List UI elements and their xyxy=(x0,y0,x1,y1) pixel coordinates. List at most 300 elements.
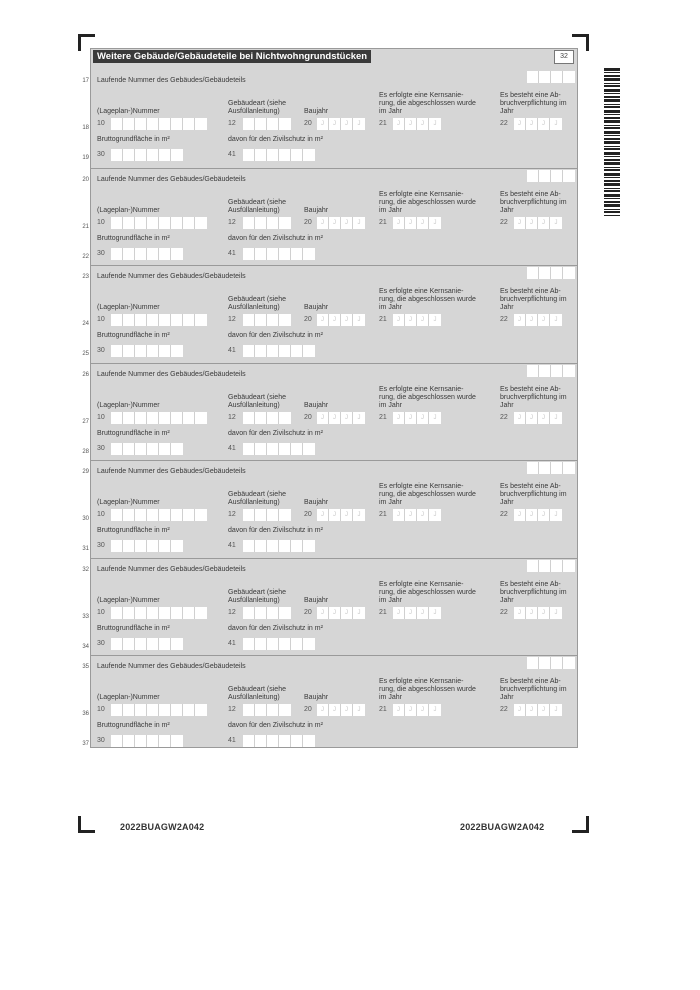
zivilschutz-field-cell[interactable] xyxy=(267,540,279,552)
zivilschutz-field-cell[interactable] xyxy=(303,149,315,161)
laufende-nummer-field-cell[interactable] xyxy=(551,657,563,669)
building-entry xyxy=(82,558,577,655)
abbruch-field-cell[interactable]: J xyxy=(550,412,562,424)
zivilschutz-field-cell[interactable] xyxy=(291,638,303,650)
kernsanierung-field-cell[interactable]: J xyxy=(429,118,441,130)
laufende-nummer-field-cell[interactable] xyxy=(539,170,551,182)
bruttogrundflaeche-field-cell[interactable] xyxy=(135,345,147,357)
barcode-bar xyxy=(604,78,620,81)
lageplan-nummer-field-cell[interactable] xyxy=(183,118,195,130)
zivilschutz-field-cell[interactable] xyxy=(255,149,267,161)
lageplan-nummer-field-cell[interactable] xyxy=(171,314,183,326)
abbruch-label: Es besteht eine Ab- bruchverpflichtung im Jahr xyxy=(500,92,567,115)
laufende-nummer-field-cell[interactable] xyxy=(551,365,563,377)
abbruch-field-cell[interactable]: J xyxy=(526,607,538,619)
lageplan-nummer-field-cell[interactable] xyxy=(123,217,135,229)
zivilschutz-field-cell[interactable] xyxy=(267,443,279,455)
kernsanierung-field-cell[interactable]: J xyxy=(417,412,429,424)
baujahr-field-cell[interactable]: J xyxy=(341,607,353,619)
zivilschutz-field-cell[interactable] xyxy=(255,540,267,552)
abbruch-field-cell[interactable]: J xyxy=(538,314,550,326)
gebaeudeart-field-cell[interactable] xyxy=(279,704,291,716)
gebaeudeart-field-cell[interactable] xyxy=(255,607,267,619)
lageplan-nummer-field-cell[interactable] xyxy=(111,314,123,326)
laufende-nummer-field-cell[interactable] xyxy=(563,170,575,182)
laufende-nummer-field-cell[interactable] xyxy=(551,170,563,182)
row-number: 23 xyxy=(82,274,89,280)
kernsanierung-field-cell[interactable]: J xyxy=(429,314,441,326)
lageplan-nummer-field-cell[interactable] xyxy=(147,509,159,521)
zivilschutz-field-cell[interactable] xyxy=(243,149,255,161)
laufende-nummer-field-cell[interactable] xyxy=(563,560,575,572)
lageplan-nummer-field-cell[interactable] xyxy=(123,704,135,716)
laufende-nummer-field-cell[interactable] xyxy=(539,365,551,377)
abbruch-field-cell[interactable]: J xyxy=(538,118,550,130)
bruttogrundflaeche-field-cell[interactable] xyxy=(171,638,183,650)
zivilschutz-field-cell[interactable] xyxy=(255,735,267,747)
laufende-nummer-field-cell[interactable] xyxy=(551,462,563,474)
zivilschutz-field-cell[interactable] xyxy=(279,345,291,357)
baujahr-field-cell[interactable]: J xyxy=(329,314,341,326)
gebaeudeart-field-cell[interactable] xyxy=(267,704,279,716)
abbruch-field-cell[interactable]: J xyxy=(550,607,562,619)
lageplan-nummer-field-cell[interactable] xyxy=(159,217,171,229)
gebaeudeart-field-cell[interactable] xyxy=(279,509,291,521)
lageplan-nummer-field-cell[interactable] xyxy=(123,607,135,619)
lageplan-nummer-field-cell[interactable] xyxy=(195,217,207,229)
bruttogrundflaeche-field-cell[interactable] xyxy=(159,735,171,747)
bruttogrundflaeche-field-cell[interactable] xyxy=(111,540,123,552)
baujahr-field-cell[interactable]: J xyxy=(317,314,329,326)
zivilschutz-field-cell[interactable] xyxy=(303,443,315,455)
gebaeudeart-field-cell[interactable] xyxy=(255,118,267,130)
zivilschutz-field-cell[interactable] xyxy=(291,248,303,260)
lageplan-nummer-field-cell[interactable] xyxy=(111,412,123,424)
kernsanierung-field-cell[interactable]: J xyxy=(405,314,417,326)
bruttogrundflaeche-field-cell[interactable] xyxy=(147,443,159,455)
kernsanierung-field-cell[interactable]: J xyxy=(393,314,405,326)
gebaeudeart-field-cell[interactable] xyxy=(279,607,291,619)
lageplan-nummer-field-cell[interactable] xyxy=(123,412,135,424)
bruttogrundflaeche-field-cell[interactable] xyxy=(135,638,147,650)
kernsanierung-field-cell[interactable]: J xyxy=(393,217,405,229)
lageplan-nummer-field-cell[interactable] xyxy=(195,118,207,130)
lageplan-nummer-field-cell[interactable] xyxy=(135,118,147,130)
bruttogrundflaeche-field-cell[interactable] xyxy=(159,638,171,650)
gebaeudeart-field-cell[interactable] xyxy=(267,314,279,326)
zivilschutz-field-cell[interactable] xyxy=(291,345,303,357)
zivilschutz-field-cell[interactable] xyxy=(303,735,315,747)
lageplan-nummer-field-cell[interactable] xyxy=(183,314,195,326)
kernsanierung-field-cell[interactable]: J xyxy=(393,704,405,716)
lageplan-nummer-field-cell[interactable] xyxy=(171,412,183,424)
lageplan-nummer-field-cell[interactable] xyxy=(135,217,147,229)
zivilschutz-field-cell[interactable] xyxy=(303,638,315,650)
baujahr-field-cell[interactable]: J xyxy=(329,509,341,521)
zivilschutz-field-cell[interactable] xyxy=(243,540,255,552)
abbruch-field-cell[interactable]: J xyxy=(514,509,526,521)
bruttogrundflaeche-field-cell[interactable] xyxy=(135,540,147,552)
laufende-nummer-field-cell[interactable] xyxy=(551,560,563,572)
abbruch-field-cell[interactable]: J xyxy=(514,412,526,424)
bruttogrundflaeche-field-cell[interactable] xyxy=(111,345,123,357)
zivilschutz-field-cell[interactable] xyxy=(243,735,255,747)
abbruch-field-cell[interactable]: J xyxy=(514,217,526,229)
baujahr-field-cell[interactable]: J xyxy=(329,704,341,716)
baujahr-field-cell[interactable]: J xyxy=(329,118,341,130)
baujahr-field-cell[interactable]: J xyxy=(317,412,329,424)
abbruch-field-cell[interactable]: J xyxy=(514,704,526,716)
bruttogrundflaeche-field-cell[interactable] xyxy=(147,248,159,260)
kernsanierung-field-cell[interactable]: J xyxy=(417,509,429,521)
kernsanierung-label: Es erfolgte eine Kernsanie- rung, die abgeschlossen wurde im Jahr xyxy=(379,580,476,604)
zivilschutz-field-cell[interactable] xyxy=(267,345,279,357)
lageplan-nummer-field-cell[interactable] xyxy=(183,412,195,424)
lageplan-nummer-field-cell[interactable] xyxy=(171,704,183,716)
bruttogrundflaeche-field-cell[interactable] xyxy=(159,345,171,357)
zivilschutz-field-cell[interactable] xyxy=(291,540,303,552)
bruttogrundflaeche-field-cell[interactable] xyxy=(171,540,183,552)
abbruch-field-cell[interactable]: J xyxy=(514,607,526,619)
kernsanierung-field-cell[interactable]: J xyxy=(405,118,417,130)
abbruch-field-cell[interactable]: J xyxy=(514,314,526,326)
zivilschutz-field-cell[interactable] xyxy=(255,248,267,260)
bruttogrundflaeche-field-cell[interactable] xyxy=(171,248,183,260)
laufende-nummer-field-cell[interactable] xyxy=(551,71,563,83)
bruttogrundflaeche-field-cell[interactable] xyxy=(147,540,159,552)
zivilschutz-field-cell[interactable] xyxy=(267,248,279,260)
laufende-nummer-field-cell[interactable] xyxy=(563,657,575,669)
lageplan-nummer-field-cell[interactable] xyxy=(159,118,171,130)
kernsanierung-field-cell[interactable]: J xyxy=(429,509,441,521)
baujahr-field-cell[interactable]: J xyxy=(341,412,353,424)
laufende-nummer-field-cell[interactable] xyxy=(563,462,575,474)
kernsanierung-field-cell[interactable]: J xyxy=(393,412,405,424)
barcode-bar xyxy=(604,169,620,171)
zivilschutz-field-cell[interactable] xyxy=(279,735,291,747)
lageplan-nummer-field-cell[interactable] xyxy=(183,217,195,229)
bruttogrundflaeche-field-cell[interactable] xyxy=(123,540,135,552)
lageplan-nummer-field-cell[interactable] xyxy=(147,118,159,130)
lageplan-nummer-field-cell[interactable] xyxy=(135,509,147,521)
laufende-nummer-label: Laufende Nummer des Gebäudes/Gebäudeteils xyxy=(97,273,246,280)
laufende-nummer-field-cell[interactable] xyxy=(527,657,539,669)
abbruch-field-cell[interactable]: J xyxy=(550,217,562,229)
lageplan-nummer-field-cell[interactable] xyxy=(159,607,171,619)
bruttogrundflaeche-field-cell[interactable] xyxy=(171,345,183,357)
gebaeudeart-field-cell[interactable] xyxy=(267,607,279,619)
kernsanierung-field-cell[interactable]: J xyxy=(405,509,417,521)
bruttogrundflaeche-field-cell[interactable] xyxy=(123,735,135,747)
baujahr-field-cell[interactable]: J xyxy=(317,118,329,130)
zivilschutz-field-cell[interactable] xyxy=(255,638,267,650)
laufende-nummer-field-cell[interactable] xyxy=(551,267,563,279)
abbruch-field-cell[interactable]: J xyxy=(526,412,538,424)
bruttogrundflaeche-field-cell[interactable] xyxy=(159,540,171,552)
lageplan-nummer-field-cell[interactable] xyxy=(135,607,147,619)
abbruch-field-cell[interactable]: J xyxy=(538,412,550,424)
kernsanierung-field-cell[interactable]: J xyxy=(429,607,441,619)
lageplan-nummer-field-cell[interactable] xyxy=(195,509,207,521)
kernsanierung-field-cell[interactable]: J xyxy=(405,607,417,619)
gebaeudeart-field-cell[interactable] xyxy=(267,509,279,521)
bruttogrundflaeche-field-cell[interactable] xyxy=(111,443,123,455)
bruttogrundflaeche-field-cell[interactable] xyxy=(111,638,123,650)
gebaeudeart-field-cell[interactable] xyxy=(255,704,267,716)
abbruch-field-cell[interactable]: J xyxy=(550,704,562,716)
lageplan-nummer-field-cell[interactable] xyxy=(183,704,195,716)
lageplan-nummer-field-cell[interactable] xyxy=(123,118,135,130)
abbruch-field-cell[interactable]: J xyxy=(526,704,538,716)
baujahr-field-cell[interactable]: J xyxy=(353,607,365,619)
kernsanierung-field-cell[interactable]: J xyxy=(393,509,405,521)
kernsanierung-field xyxy=(393,509,441,521)
zivilschutz-field-cell[interactable] xyxy=(279,540,291,552)
abbruch-field-cell[interactable]: J xyxy=(526,509,538,521)
laufende-nummer-field-cell[interactable] xyxy=(563,365,575,377)
barcode-bar xyxy=(604,120,620,123)
abbruch-field-cell[interactable]: J xyxy=(526,314,538,326)
gebaeudeart-field-cell[interactable] xyxy=(243,118,255,130)
bruttogrundflaeche-field-cell[interactable] xyxy=(123,248,135,260)
laufende-nummer-field-cell[interactable] xyxy=(527,462,539,474)
gebaeudeart-field-cell[interactable] xyxy=(255,217,267,229)
kernsanierung-field-cell[interactable]: J xyxy=(417,607,429,619)
lageplan-nummer-field-cell[interactable] xyxy=(135,704,147,716)
lageplan-nummer-field-cell[interactable] xyxy=(171,509,183,521)
code-30: 30 xyxy=(97,249,105,257)
code-22: 22 xyxy=(500,608,508,616)
lageplan-nummer-field-cell[interactable] xyxy=(123,509,135,521)
abbruch-field-cell[interactable]: J xyxy=(526,217,538,229)
laufende-nummer-field-cell[interactable] xyxy=(563,267,575,279)
zivilschutz-field-cell[interactable] xyxy=(267,735,279,747)
laufende-nummer-field-cell[interactable] xyxy=(527,365,539,377)
baujahr-field-cell[interactable]: J xyxy=(353,509,365,521)
zivilschutz-field-cell[interactable] xyxy=(243,248,255,260)
kernsanierung-field-cell[interactable]: J xyxy=(417,314,429,326)
gebaeudeart-field-cell[interactable] xyxy=(279,217,291,229)
laufende-nummer-field xyxy=(527,170,575,182)
bruttogrundflaeche-field-cell[interactable] xyxy=(123,638,135,650)
kernsanierung-field-cell[interactable]: J xyxy=(417,217,429,229)
abbruch-field-cell[interactable]: J xyxy=(538,217,550,229)
lageplan-nummer-field-cell[interactable] xyxy=(147,704,159,716)
lageplan-nummer-field-cell[interactable] xyxy=(183,509,195,521)
kernsanierung-field-cell[interactable]: J xyxy=(393,118,405,130)
laufende-nummer-field-cell[interactable] xyxy=(539,462,551,474)
lageplan-nummer-field-cell[interactable] xyxy=(195,704,207,716)
baujahr-field-cell[interactable]: J xyxy=(329,607,341,619)
gebaeudeart-field-cell[interactable] xyxy=(267,217,279,229)
gebaeudeart-field-cell[interactable] xyxy=(255,412,267,424)
baujahr-field-cell[interactable]: J xyxy=(341,217,353,229)
kernsanierung-field-cell[interactable]: J xyxy=(429,217,441,229)
laufende-nummer-field-cell[interactable] xyxy=(563,71,575,83)
laufende-nummer-field-cell[interactable] xyxy=(527,560,539,572)
bruttogrundflaeche-field-cell[interactable] xyxy=(171,443,183,455)
kernsanierung-field-cell[interactable]: J xyxy=(429,412,441,424)
abbruch-label: Es besteht eine Ab- bruchverpflichtung im Jahr xyxy=(500,288,567,311)
zivilschutz-field-cell[interactable] xyxy=(291,443,303,455)
gebaeudeart-field-cell[interactable] xyxy=(279,118,291,130)
lageplan-nummer-field-cell[interactable] xyxy=(159,314,171,326)
kernsanierung-field-cell[interactable]: J xyxy=(417,704,429,716)
gebaeudeart-field-cell[interactable] xyxy=(267,118,279,130)
baujahr-field-cell[interactable]: J xyxy=(353,314,365,326)
bruttogrundflaeche-field-cell[interactable] xyxy=(147,638,159,650)
bruttogrundflaeche-field-cell[interactable] xyxy=(111,149,123,161)
lageplan-nummer-field-cell[interactable] xyxy=(159,412,171,424)
bruttogrundflaeche-field-cell[interactable] xyxy=(123,149,135,161)
zivilschutz-field-cell[interactable] xyxy=(255,345,267,357)
laufende-nummer-field-cell[interactable] xyxy=(527,71,539,83)
baujahr-field-cell[interactable]: J xyxy=(341,704,353,716)
kernsanierung-field-cell[interactable]: J xyxy=(429,704,441,716)
lageplan-nummer-field-cell[interactable] xyxy=(147,607,159,619)
baujahr-field-cell[interactable]: J xyxy=(317,217,329,229)
bruttogrundflaeche-field-cell[interactable] xyxy=(123,345,135,357)
kernsanierung-field-cell[interactable]: J xyxy=(393,607,405,619)
baujahr-field-cell[interactable]: J xyxy=(317,704,329,716)
zivilschutz-field-cell[interactable] xyxy=(243,443,255,455)
baujahr-field-cell[interactable]: J xyxy=(353,118,365,130)
zivilschutz-field-cell[interactable] xyxy=(291,735,303,747)
lageplan-nummer-field-cell[interactable] xyxy=(111,509,123,521)
gebaeudeart-field-cell[interactable] xyxy=(255,314,267,326)
row-number: 35 xyxy=(82,664,89,670)
gebaeudeart-field-cell[interactable] xyxy=(243,607,255,619)
gebaeudeart-field xyxy=(243,509,291,521)
zivilschutz-field-cell[interactable] xyxy=(303,540,315,552)
zivilschutz-field-cell[interactable] xyxy=(279,638,291,650)
zivilschutz-field-cell[interactable] xyxy=(303,248,315,260)
gebaeudeart-field-cell[interactable] xyxy=(255,509,267,521)
lageplan-nummer-field-cell[interactable] xyxy=(111,704,123,716)
lageplan-nummer-field-cell[interactable] xyxy=(111,607,123,619)
bruttogrundflaeche-field-cell[interactable] xyxy=(159,443,171,455)
baujahr-field-cell[interactable]: J xyxy=(341,509,353,521)
abbruch-field-cell[interactable]: J xyxy=(526,118,538,130)
lageplan-nummer-field-cell[interactable] xyxy=(195,412,207,424)
lageplan-nummer-field-cell[interactable] xyxy=(111,217,123,229)
baujahr-field-cell[interactable]: J xyxy=(317,509,329,521)
abbruch-field-cell[interactable]: J xyxy=(550,314,562,326)
laufende-nummer-field-cell[interactable] xyxy=(539,657,551,669)
baujahr-field-cell[interactable]: J xyxy=(341,314,353,326)
gebaeudeart-field-cell[interactable] xyxy=(279,412,291,424)
bruttogrundflaeche-field-cell[interactable] xyxy=(111,735,123,747)
bruttogrundflaeche-field-cell[interactable] xyxy=(171,149,183,161)
gebaeudeart-field-cell[interactable] xyxy=(243,217,255,229)
bruttogrundflaeche-field-cell[interactable] xyxy=(147,149,159,161)
gebaeudeart-field-cell[interactable] xyxy=(243,314,255,326)
lageplan-nummer-field-cell[interactable] xyxy=(147,217,159,229)
zivilschutz-field-cell[interactable] xyxy=(303,345,315,357)
bruttogrundflaeche-field-cell[interactable] xyxy=(123,443,135,455)
kernsanierung-field-cell[interactable]: J xyxy=(405,704,417,716)
gebaeudeart-field-cell[interactable] xyxy=(243,509,255,521)
gebaeudeart-field-cell[interactable] xyxy=(243,704,255,716)
bruttogrundflaeche-field-cell[interactable] xyxy=(135,443,147,455)
bruttogrundflaeche-field-cell[interactable] xyxy=(135,149,147,161)
lageplan-nummer-field-cell[interactable] xyxy=(171,118,183,130)
gebaeudeart-field-cell[interactable] xyxy=(279,314,291,326)
lageplan-nummer-field-cell[interactable] xyxy=(123,314,135,326)
zivilschutz-field-cell[interactable] xyxy=(255,443,267,455)
baujahr-field-cell[interactable]: J xyxy=(353,217,365,229)
lageplan-nummer-field-cell[interactable] xyxy=(171,607,183,619)
lageplan-nummer-field-cell[interactable] xyxy=(135,412,147,424)
abbruch-field-cell[interactable]: J xyxy=(538,509,550,521)
building-entry xyxy=(82,70,577,167)
lageplan-nummer-field-cell[interactable] xyxy=(159,704,171,716)
baujahr-field-cell[interactable]: J xyxy=(317,607,329,619)
zivilschutz-field-cell[interactable] xyxy=(243,345,255,357)
kernsanierung-field-cell[interactable]: J xyxy=(405,412,417,424)
bruttogrundflaeche-field-cell[interactable] xyxy=(159,149,171,161)
lageplan-nummer-field-cell[interactable] xyxy=(183,607,195,619)
lageplan-nummer-field-cell[interactable] xyxy=(195,607,207,619)
lageplan-nummer-field-cell[interactable] xyxy=(195,314,207,326)
baujahr-field-cell[interactable]: J xyxy=(353,412,365,424)
lageplan-nummer-field-cell[interactable] xyxy=(159,509,171,521)
zivilschutz-field-cell[interactable] xyxy=(279,443,291,455)
laufende-nummer-field-cell[interactable] xyxy=(527,170,539,182)
zivilschutz-field-cell[interactable] xyxy=(279,149,291,161)
gebaeudeart-field-cell[interactable] xyxy=(267,412,279,424)
abbruch-field-cell[interactable]: J xyxy=(550,118,562,130)
bruttogrundflaeche-field-cell[interactable] xyxy=(147,735,159,747)
baujahr-field-cell[interactable]: J xyxy=(329,412,341,424)
baujahr-field-cell[interactable]: J xyxy=(353,704,365,716)
bruttogrundflaeche-field-cell[interactable] xyxy=(171,735,183,747)
abbruch-field-cell[interactable]: J xyxy=(550,509,562,521)
zivilschutz-field-cell[interactable] xyxy=(243,638,255,650)
abbruch-field-cell[interactable]: J xyxy=(538,607,550,619)
bgf-label: Bruttogrundfläche in m² xyxy=(97,722,170,729)
bruttogrundflaeche-field-cell[interactable] xyxy=(159,248,171,260)
bruttogrundflaeche-field-cell[interactable] xyxy=(135,248,147,260)
abbruch-field-cell[interactable]: J xyxy=(514,118,526,130)
code-30: 30 xyxy=(97,639,105,647)
kernsanierung-field-cell[interactable]: J xyxy=(405,217,417,229)
zivilschutz-field-cell[interactable] xyxy=(267,638,279,650)
bruttogrundflaeche-field-cell[interactable] xyxy=(135,735,147,747)
zivilschutz-field-cell[interactable] xyxy=(279,248,291,260)
baujahr-field-cell[interactable]: J xyxy=(329,217,341,229)
laufende-nummer-field-cell[interactable] xyxy=(539,560,551,572)
laufende-nummer-field-cell[interactable] xyxy=(539,71,551,83)
kernsanierung-field-cell[interactable]: J xyxy=(417,118,429,130)
lageplan-nummer-field-cell[interactable] xyxy=(111,118,123,130)
gebaeudeart-field-cell[interactable] xyxy=(243,412,255,424)
abbruch-field-cell[interactable]: J xyxy=(538,704,550,716)
laufende-nummer-field-cell[interactable] xyxy=(539,267,551,279)
lageplan-nummer-field-cell[interactable] xyxy=(171,217,183,229)
baujahr-field-cell[interactable]: J xyxy=(341,118,353,130)
barcode-bar xyxy=(604,201,620,203)
zivilschutz-field-cell[interactable] xyxy=(267,149,279,161)
laufende-nummer-field-cell[interactable] xyxy=(527,267,539,279)
lageplan-nummer-field-cell[interactable] xyxy=(135,314,147,326)
bruttogrundflaeche-field-cell[interactable] xyxy=(111,248,123,260)
zivilschutz-field-cell[interactable] xyxy=(291,149,303,161)
baujahr-field xyxy=(317,704,365,716)
lageplan-nummer-field-cell[interactable] xyxy=(147,412,159,424)
bruttogrundflaeche-field-cell[interactable] xyxy=(147,345,159,357)
lageplan-nummer-field-cell[interactable] xyxy=(147,314,159,326)
